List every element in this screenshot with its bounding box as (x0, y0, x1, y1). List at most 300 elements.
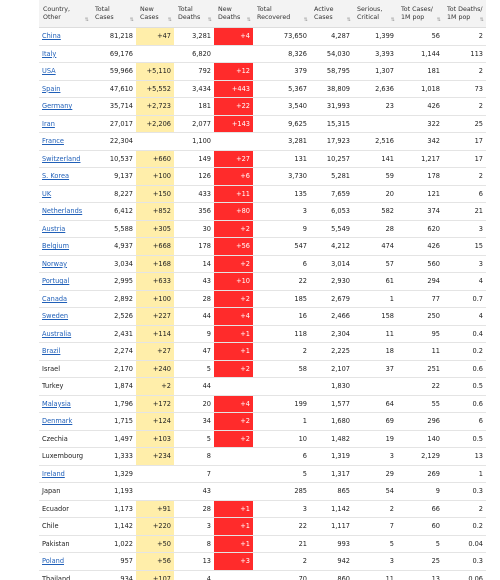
tot-cases-per-1m-cell: 426 (397, 238, 443, 256)
active-cases-cell: 942 (310, 553, 353, 571)
country-cell (39, 413, 91, 431)
table-row (39, 535, 486, 553)
tot-deaths-per-1m-cell: 2 (443, 168, 486, 186)
active-cases-cell: 860 (310, 570, 353, 580)
total-deaths-cell: 20 (174, 395, 214, 413)
active-cases-cell: 5,281 (310, 168, 353, 186)
new-deaths-cell (214, 133, 253, 151)
total-deaths-cell: 5 (174, 430, 214, 448)
total-recovered-cell: 10 (253, 430, 310, 448)
table-row (39, 28, 486, 46)
total-deaths-cell: 8 (174, 448, 214, 466)
serious-critical-cell: 3 (353, 448, 397, 466)
sort-icon[interactable]: ⇅ (479, 17, 484, 23)
sort-icon[interactable]: ⇅ (84, 17, 89, 23)
table-row (39, 80, 486, 98)
country-cell (39, 290, 91, 308)
tot-cases-per-1m-cell: 181 (397, 63, 443, 81)
header-tot-deaths-per-1m[interactable]: Tot Deaths/ 1M pop ⇅ (443, 0, 486, 28)
country-link[interactable]: France (42, 137, 64, 146)
tot-cases-per-1m-cell: 251 (397, 360, 443, 378)
total-deaths-cell: 181 (174, 98, 214, 116)
country-cell (39, 395, 91, 413)
total-deaths-cell: 4 (174, 570, 214, 580)
total-recovered-cell: 70 (253, 570, 310, 580)
country-link[interactable]: Spain (42, 84, 61, 93)
total-deaths-cell: 8 (174, 535, 214, 553)
country-cell (39, 220, 91, 238)
header-total-cases[interactable]: Total Cases ⇅ (91, 0, 136, 28)
country-cell: Czechia (39, 430, 91, 448)
total-cases-cell: 10,537 (91, 150, 136, 168)
total-deaths-cell: 43 (174, 483, 214, 501)
new-deaths-cell: +443 (214, 80, 253, 98)
total-recovered-cell: 547 (253, 238, 310, 256)
table-body (39, 28, 486, 580)
header-active-cases[interactable]: Active Cases ⇅ (310, 0, 353, 28)
country-link[interactable]: Switzerland (42, 154, 81, 163)
serious-critical-cell: 57 (353, 255, 397, 273)
new-deaths-cell: +2 (214, 430, 253, 448)
country-link[interactable]: Austria (42, 224, 66, 233)
new-deaths-cell: +1 (214, 325, 253, 343)
total-deaths-cell: 14 (174, 255, 214, 273)
serious-critical-cell: 37 (353, 360, 397, 378)
table-header-row (39, 0, 486, 28)
tot-cases-per-1m-cell: 5 (397, 535, 443, 553)
tot-cases-per-1m-cell: 95 (397, 325, 443, 343)
tot-cases-per-1m-cell: 426 (397, 98, 443, 116)
country-link[interactable]: Iran (42, 119, 55, 128)
header-new-deaths[interactable]: New Deaths ⇅ (214, 0, 253, 28)
active-cases-cell: 4,287 (310, 28, 353, 46)
tot-cases-per-1m-cell: 77 (397, 290, 443, 308)
tot-cases-per-1m-cell: 60 (397, 518, 443, 536)
active-cases-cell: 1,317 (310, 465, 353, 483)
country-link[interactable]: Australia (42, 329, 72, 338)
serious-critical-cell: 474 (353, 238, 397, 256)
tot-deaths-per-1m-cell: 13 (443, 448, 486, 466)
total-recovered-cell: 6 (253, 448, 310, 466)
new-cases-cell: +56 (136, 553, 174, 571)
total-deaths-cell: 9 (174, 325, 214, 343)
tot-deaths-per-1m-cell: 3 (443, 255, 486, 273)
country-link[interactable]: Belgium (42, 242, 70, 251)
active-cases-cell: 1,117 (310, 518, 353, 536)
header-tot-cases-per-1m[interactable]: Tot Cases/ 1M pop ⇅ (397, 0, 443, 28)
tot-cases-per-1m-cell: 121 (397, 185, 443, 203)
country-link[interactable]: Norway (42, 259, 68, 268)
table-row (39, 290, 486, 308)
total-cases-cell: 1,329 (91, 465, 136, 483)
serious-critical-cell: 3,393 (353, 45, 397, 63)
country-cell (39, 273, 91, 291)
active-cases-cell: 2,679 (310, 290, 353, 308)
total-cases-cell: 2,892 (91, 290, 136, 308)
active-cases-cell: 15,315 (310, 115, 353, 133)
new-cases-cell: +50 (136, 535, 174, 553)
country-cell (39, 28, 91, 46)
serious-critical-cell (353, 115, 397, 133)
serious-critical-cell: 23 (353, 98, 397, 116)
header-serious-critical[interactable]: Serious, Critical ⇅ (353, 0, 397, 28)
table-row (39, 465, 486, 483)
total-recovered-cell: 2 (253, 553, 310, 571)
new-cases-cell: +124 (136, 413, 174, 431)
tot-deaths-per-1m-cell: 0.5 (443, 378, 486, 396)
total-cases-cell: 8,227 (91, 185, 136, 203)
active-cases-cell: 10,257 (310, 150, 353, 168)
table-row (39, 413, 486, 431)
tot-cases-per-1m-cell: 9 (397, 483, 443, 501)
country-cell (39, 168, 91, 186)
tot-deaths-per-1m-cell: 3 (443, 220, 486, 238)
new-deaths-cell: +1 (214, 535, 253, 553)
country-cell: Israel (39, 360, 91, 378)
new-cases-cell: +168 (136, 255, 174, 273)
table-row (39, 133, 486, 151)
total-cases-cell: 1,022 (91, 535, 136, 553)
total-deaths-cell: 433 (174, 185, 214, 203)
tot-deaths-per-1m-cell: 6 (443, 185, 486, 203)
total-recovered-cell: 8,326 (253, 45, 310, 63)
active-cases-cell: 2,466 (310, 308, 353, 326)
total-cases-cell: 27,017 (91, 115, 136, 133)
tot-deaths-per-1m-cell: 15 (443, 238, 486, 256)
total-deaths-cell: 3 (174, 518, 214, 536)
new-deaths-cell (214, 45, 253, 63)
tot-cases-per-1m-cell: 322 (397, 115, 443, 133)
total-recovered-cell: 118 (253, 325, 310, 343)
tot-deaths-per-1m-cell: 0.3 (443, 483, 486, 501)
active-cases-cell: 1,830 (310, 378, 353, 396)
new-deaths-cell: +2 (214, 360, 253, 378)
active-cases-cell: 58,795 (310, 63, 353, 81)
sort-icon[interactable]: ⇅ (129, 17, 134, 23)
total-deaths-cell: 13 (174, 553, 214, 571)
tot-deaths-per-1m-cell: 0.3 (443, 553, 486, 571)
sort-icon[interactable]: ⇅ (346, 17, 351, 23)
country-link[interactable]: Ireland (42, 469, 65, 478)
tot-cases-per-1m-cell: 11 (397, 343, 443, 361)
tot-cases-per-1m-cell: 13 (397, 570, 443, 580)
tot-deaths-per-1m-cell: 2 (443, 28, 486, 46)
total-cases-cell: 2,995 (91, 273, 136, 291)
serious-critical-cell: 5 (353, 535, 397, 553)
active-cases-cell: 2,107 (310, 360, 353, 378)
sort-icon[interactable]: ⇅ (303, 17, 308, 23)
sort-icon[interactable]: ⇅ (207, 17, 212, 23)
new-deaths-cell (214, 465, 253, 483)
total-recovered-cell: 185 (253, 290, 310, 308)
sort-icon[interactable]: ⇅ (246, 17, 251, 23)
total-recovered-cell: 379 (253, 63, 310, 81)
total-recovered-cell: 6 (253, 255, 310, 273)
tot-cases-per-1m-cell: 55 (397, 395, 443, 413)
tot-deaths-per-1m-cell: 0.2 (443, 343, 486, 361)
country-link[interactable]: Sweden (42, 312, 69, 321)
sort-icon[interactable]: ⇅ (167, 17, 172, 23)
country-cell (39, 465, 91, 483)
new-deaths-cell: +80 (214, 203, 253, 221)
country-cell (39, 45, 91, 63)
tot-cases-per-1m-cell: 1,018 (397, 80, 443, 98)
tot-deaths-per-1m-cell: 2 (443, 500, 486, 518)
table-row (39, 518, 486, 536)
total-deaths-cell: 34 (174, 413, 214, 431)
new-cases-cell: +114 (136, 325, 174, 343)
new-deaths-cell: +3 (214, 553, 253, 571)
tot-deaths-per-1m-cell: 113 (443, 45, 486, 63)
total-deaths-cell: 28 (174, 500, 214, 518)
country-cell (39, 308, 91, 326)
total-cases-cell: 35,714 (91, 98, 136, 116)
total-deaths-cell: 6,820 (174, 45, 214, 63)
total-cases-cell: 9,137 (91, 168, 136, 186)
country-cell (39, 98, 91, 116)
table-row (39, 570, 486, 580)
new-cases-cell: +2,723 (136, 98, 174, 116)
tot-cases-per-1m-cell: 25 (397, 553, 443, 571)
serious-critical-cell: 20 (353, 185, 397, 203)
table-row (39, 325, 486, 343)
total-cases-cell: 5,588 (91, 220, 136, 238)
total-cases-cell: 47,610 (91, 80, 136, 98)
country-link[interactable]: Denmark (42, 417, 73, 426)
tot-deaths-per-1m-cell: 0.5 (443, 430, 486, 448)
serious-critical-cell: 3 (353, 553, 397, 571)
total-deaths-cell: 1,100 (174, 133, 214, 151)
tot-cases-per-1m-cell: 2,129 (397, 448, 443, 466)
tot-deaths-per-1m-cell: 4 (443, 273, 486, 291)
country-link[interactable]: Malaysia (42, 399, 71, 408)
tot-cases-per-1m-cell: 294 (397, 273, 443, 291)
total-cases-cell: 59,966 (91, 63, 136, 81)
header-new-cases[interactable]: New Cases ⇅ (136, 0, 174, 28)
new-deaths-cell: +4 (214, 395, 253, 413)
active-cases-cell: 4,212 (310, 238, 353, 256)
new-cases-cell: +305 (136, 220, 174, 238)
total-cases-cell: 957 (91, 553, 136, 571)
table-row (39, 500, 486, 518)
tot-deaths-per-1m-cell: 21 (443, 203, 486, 221)
country-cell (39, 80, 91, 98)
active-cases-cell: 2,225 (310, 343, 353, 361)
tot-cases-per-1m-cell: 342 (397, 133, 443, 151)
total-cases-cell: 6,412 (91, 203, 136, 221)
new-cases-cell: +220 (136, 518, 174, 536)
country-link[interactable]: China (42, 32, 61, 41)
tot-cases-per-1m-cell: 560 (397, 255, 443, 273)
total-cases-cell: 3,034 (91, 255, 136, 273)
country-cell: Ecuador (39, 500, 91, 518)
total-deaths-cell: 356 (174, 203, 214, 221)
table-row (39, 273, 486, 291)
total-deaths-cell: 30 (174, 220, 214, 238)
country-cell: Luxembourg (39, 448, 91, 466)
active-cases-cell: 993 (310, 535, 353, 553)
total-deaths-cell: 44 (174, 378, 214, 396)
new-cases-cell: +234 (136, 448, 174, 466)
country-cell: Japan (39, 483, 91, 501)
serious-critical-cell: 11 (353, 570, 397, 580)
sort-icon[interactable]: ⇅ (436, 17, 441, 23)
new-cases-cell: +103 (136, 430, 174, 448)
tot-deaths-per-1m-cell: 0.4 (443, 325, 486, 343)
tot-deaths-per-1m-cell: 0.2 (443, 518, 486, 536)
new-cases-cell: +100 (136, 168, 174, 186)
header-total-recovered[interactable]: Total Recovered ⇅ (253, 0, 310, 28)
total-recovered-cell: 3 (253, 203, 310, 221)
total-cases-cell: 81,218 (91, 28, 136, 46)
new-deaths-cell: +4 (214, 28, 253, 46)
country-link[interactable]: Netherlands (42, 207, 83, 216)
country-link[interactable]: Poland (42, 557, 65, 566)
tot-cases-per-1m-cell: 56 (397, 28, 443, 46)
table-row (39, 115, 486, 133)
table-row (39, 448, 486, 466)
total-recovered-cell: 5 (253, 465, 310, 483)
new-cases-cell: +107 (136, 570, 174, 580)
new-cases-cell: +660 (136, 150, 174, 168)
country-link[interactable]: Italy (42, 49, 57, 58)
header-total-deaths[interactable]: Total Deaths ⇅ (174, 0, 214, 28)
new-deaths-cell: +2 (214, 220, 253, 238)
new-cases-cell: +172 (136, 395, 174, 413)
total-recovered-cell: 5,367 (253, 80, 310, 98)
sort-icon[interactable]: ⇅ (390, 17, 395, 23)
new-deaths-cell: +56 (214, 238, 253, 256)
total-cases-cell: 69,176 (91, 45, 136, 63)
total-recovered-cell: 285 (253, 483, 310, 501)
table-row (39, 360, 486, 378)
serious-critical-cell: 54 (353, 483, 397, 501)
serious-critical-cell: 1,307 (353, 63, 397, 81)
country-link[interactable]: Germany (42, 102, 73, 111)
serious-critical-cell: 59 (353, 168, 397, 186)
total-recovered-cell (253, 378, 310, 396)
serious-critical-cell: 64 (353, 395, 397, 413)
total-cases-cell: 1,796 (91, 395, 136, 413)
table-row (39, 98, 486, 116)
country-cell (39, 343, 91, 361)
total-recovered-cell: 199 (253, 395, 310, 413)
tot-deaths-per-1m-cell: 2 (443, 98, 486, 116)
new-deaths-cell: +1 (214, 518, 253, 536)
country-cell (39, 185, 91, 203)
tot-cases-per-1m-cell: 620 (397, 220, 443, 238)
new-cases-cell: +5,110 (136, 63, 174, 81)
total-cases-cell: 1,497 (91, 430, 136, 448)
tot-deaths-per-1m-cell: 6 (443, 413, 486, 431)
active-cases-cell: 38,809 (310, 80, 353, 98)
tot-deaths-per-1m-cell: 17 (443, 133, 486, 151)
serious-critical-cell: 61 (353, 273, 397, 291)
total-cases-cell: 1,173 (91, 500, 136, 518)
tot-cases-per-1m-cell: 250 (397, 308, 443, 326)
new-deaths-cell: +2 (214, 255, 253, 273)
country-cell: Turkey (39, 378, 91, 396)
tot-deaths-per-1m-cell: 17 (443, 150, 486, 168)
new-cases-cell: +47 (136, 28, 174, 46)
serious-critical-cell: 11 (353, 325, 397, 343)
total-deaths-cell: 43 (174, 273, 214, 291)
total-recovered-cell: 58 (253, 360, 310, 378)
table-row (39, 45, 486, 63)
country-link[interactable]: S. Korea (42, 172, 70, 181)
table-row (39, 255, 486, 273)
new-deaths-cell: +2 (214, 413, 253, 431)
header-country[interactable]: Country, Other ⇅ (39, 0, 91, 28)
country-link[interactable]: Portugal (42, 277, 70, 286)
new-cases-cell (136, 465, 174, 483)
total-recovered-cell: 3 (253, 500, 310, 518)
table-row (39, 203, 486, 221)
serious-critical-cell: 141 (353, 150, 397, 168)
total-deaths-cell: 149 (174, 150, 214, 168)
table-row (39, 185, 486, 203)
serious-critical-cell: 7 (353, 518, 397, 536)
new-cases-cell: +668 (136, 238, 174, 256)
serious-critical-cell: 2,516 (353, 133, 397, 151)
country-link[interactable]: UK (42, 189, 52, 198)
total-cases-cell: 22,304 (91, 133, 136, 151)
country-link[interactable]: Canada (42, 294, 68, 303)
total-recovered-cell: 16 (253, 308, 310, 326)
total-recovered-cell: 22 (253, 518, 310, 536)
serious-critical-cell (353, 378, 397, 396)
serious-critical-cell: 1 (353, 290, 397, 308)
country-cell (39, 115, 91, 133)
total-recovered-cell: 3,281 (253, 133, 310, 151)
new-deaths-cell: +1 (214, 343, 253, 361)
tot-cases-per-1m-cell: 296 (397, 413, 443, 431)
new-deaths-cell (214, 378, 253, 396)
table-row (39, 308, 486, 326)
tot-cases-per-1m-cell: 178 (397, 168, 443, 186)
country-link[interactable]: Brazil (42, 347, 61, 356)
total-deaths-cell: 3,281 (174, 28, 214, 46)
total-recovered-cell: 135 (253, 185, 310, 203)
total-cases-cell: 4,937 (91, 238, 136, 256)
country-cell (39, 203, 91, 221)
new-cases-cell: +5,552 (136, 80, 174, 98)
new-cases-cell: +633 (136, 273, 174, 291)
serious-critical-cell: 18 (353, 343, 397, 361)
new-deaths-cell: +143 (214, 115, 253, 133)
tot-cases-per-1m-cell: 269 (397, 465, 443, 483)
total-recovered-cell: 22 (253, 273, 310, 291)
tot-cases-per-1m-cell: 1,144 (397, 45, 443, 63)
total-cases-cell: 1,333 (91, 448, 136, 466)
total-recovered-cell: 9,625 (253, 115, 310, 133)
tot-cases-per-1m-cell: 22 (397, 378, 443, 396)
total-recovered-cell: 3,730 (253, 168, 310, 186)
country-cell (39, 63, 91, 81)
new-cases-cell: +27 (136, 343, 174, 361)
total-cases-cell: 1,193 (91, 483, 136, 501)
total-cases-cell: 2,431 (91, 325, 136, 343)
table-row (39, 150, 486, 168)
total-deaths-cell: 44 (174, 308, 214, 326)
country-link[interactable]: USA (42, 67, 56, 76)
table-row (39, 483, 486, 501)
table-row (39, 553, 486, 571)
total-cases-cell: 1,715 (91, 413, 136, 431)
total-recovered-cell: 3,540 (253, 98, 310, 116)
tot-cases-per-1m-cell: 374 (397, 203, 443, 221)
new-cases-cell (136, 483, 174, 501)
